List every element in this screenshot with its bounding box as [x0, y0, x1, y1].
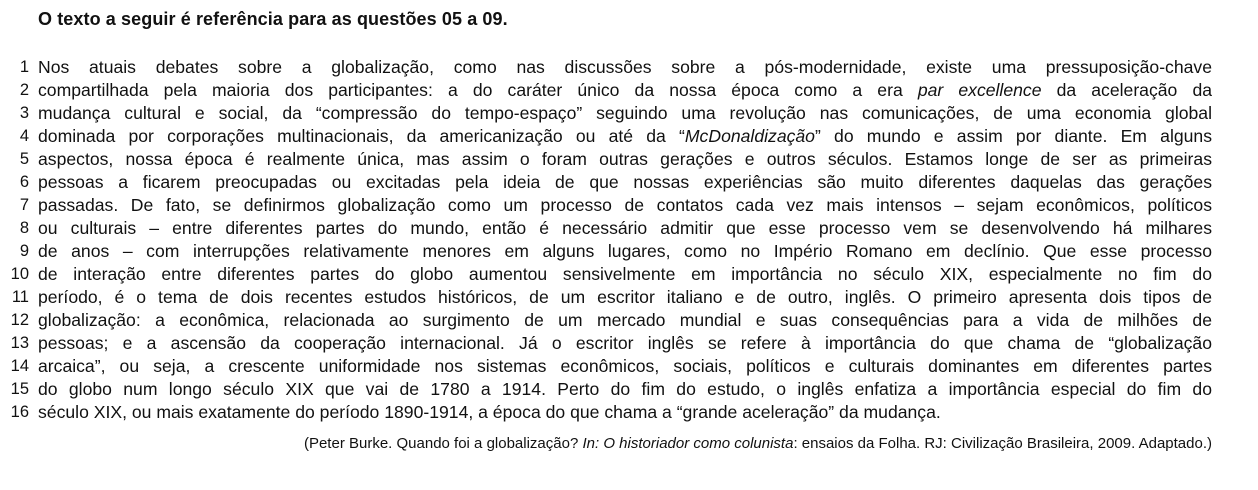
citation: [304, 435, 1212, 452]
section-heading: O texto a seguir é referência para as questões 05 a 09.: [38, 9, 508, 29]
passage-line: [0, 286, 1258, 309]
line-text: [38, 401, 1212, 424]
line-number: 16: [10, 403, 29, 421]
text-segment: da aceleração da: [1041, 80, 1212, 100]
passage-text: [0, 56, 1258, 424]
line-text: [38, 309, 1212, 332]
passage-line: [0, 125, 1258, 148]
line-number: 15: [10, 380, 29, 398]
text-segment: dominada por corporações multinacionais, da americanização ou até da “: [38, 126, 685, 146]
passage-line: [0, 171, 1258, 194]
line-number: 14: [10, 357, 29, 375]
passage-line: [0, 56, 1258, 79]
citation-suffix: : ensaios da Folha. RJ: Civilização Brasileira, 2009. Adaptado.): [793, 435, 1212, 452]
line-text: [38, 332, 1212, 355]
line-number: 7: [19, 196, 29, 214]
citation-in-label: In:: [582, 435, 600, 452]
line-text: [38, 102, 1212, 125]
line-text: [38, 125, 1212, 148]
passage-line: [0, 378, 1258, 401]
line-number: 8: [19, 219, 29, 237]
line-number: 2: [19, 81, 29, 99]
line-text: [38, 171, 1212, 194]
line-text: [38, 378, 1212, 401]
line-number: 11: [11, 288, 29, 306]
line-number: 4: [19, 127, 29, 145]
passage-line: [0, 332, 1258, 355]
citation-book-title: O historiador como colunista: [603, 435, 794, 452]
text-segment: mudança cultural e social, da “compressão do tempo-espaço” seguindo uma revolução nas comunicações, de uma economia global: [38, 103, 1212, 123]
text-segment: compartilhada pela maioria dos participantes: a do caráter único da nossa época como a era: [38, 80, 918, 100]
line-number: 3: [19, 104, 29, 122]
line-text: [38, 56, 1212, 79]
line-text: [38, 79, 1212, 102]
text-segment: passadas. De fato, se definirmos globalização como um processo de contatos cada vez mais intensos – sejam econômicos, políticos: [38, 195, 1212, 215]
italic-term: McDonaldização: [684, 126, 815, 146]
text-segment: Nos atuais debates sobre a globalização, como nas discussões sobre a pós-modernidade, existe uma pressuposição-chave: [38, 57, 1212, 77]
passage-line: [0, 217, 1258, 240]
passage-line: [0, 355, 1258, 378]
passage-line: [0, 401, 1258, 424]
passage-line: [0, 309, 1258, 332]
passage-line: [0, 148, 1258, 171]
text-segment: globalização: a econômica, relacionada ao surgimento de um mercado mundial e suas consequências para a vida de milhões de: [38, 310, 1212, 330]
line-number: 10: [10, 265, 29, 283]
text-segment: de interação entre diferentes partes do globo aumentou sensivelmente em importância no século XIX, especialmente no fim do: [38, 264, 1212, 284]
text-segment: pessoas; e a ascensão da cooperação internacional. Já o escritor inglês se refere à importância do que chama de “globalização: [38, 333, 1212, 353]
italic-term: par excellence: [917, 80, 1042, 100]
line-number: 1: [19, 58, 29, 76]
line-text: [38, 286, 1212, 309]
passage-line: [0, 194, 1258, 217]
text-segment: ” do mundo e assim por diante. Em alguns: [814, 126, 1212, 146]
text-segment: período, é o tema de dois recentes estudos históricos, de um escritor italiano e de outro, inglês. O primeiro apresenta dois tipos de: [38, 287, 1212, 307]
line-number: 13: [10, 334, 29, 352]
line-text: [38, 240, 1212, 263]
text-segment: século XIX, ou mais exatamente do período 1890-1914, a época do que chama a “grande aceleração” da mudança.: [38, 402, 941, 422]
passage-line: [0, 102, 1258, 125]
text-segment: ou culturais – entre diferentes partes do mundo, então é necessário admitir que esse processo vem se desenvolvendo há milhares: [38, 218, 1212, 238]
line-number: 12: [10, 311, 29, 329]
line-number: 6: [19, 173, 29, 191]
text-segment: pessoas a ficarem preocupadas ou excitadas pela ideia de que nossas experiências são muito diferentes daquelas das gerações: [38, 172, 1212, 192]
citation-prefix: (Peter Burke. Quando foi a globalização?: [303, 435, 583, 452]
text-segment: do globo num longo século XIX que vai de 1780 a 1914. Perto do fim do estudo, o inglês enfatiza a importância especial do fim do: [38, 379, 1212, 399]
text-segment: aspectos, nossa época é realmente única, mas assim o foram outras gerações e outros séculos. Estamos longe de ser as primeiras: [38, 149, 1212, 169]
passage-line: [0, 263, 1258, 286]
passage-line: [0, 79, 1258, 102]
line-text: [38, 217, 1212, 240]
line-number: 5: [19, 150, 29, 168]
line-number: 9: [19, 242, 29, 260]
passage-line: [0, 240, 1258, 263]
line-text: [38, 355, 1212, 378]
line-text: [38, 194, 1212, 217]
line-text: [38, 263, 1212, 286]
text-segment: de anos – com interrupções relativamente menores em alguns lugares, como no Império Romano em declínio. Que esse processo: [38, 241, 1212, 261]
text-segment: arcaica”, ou seja, a crescente uniformidade nos sistemas econômicos, sociais, políticos e culturais dominantes em diferentes partes: [38, 356, 1212, 376]
line-text: [38, 148, 1212, 171]
